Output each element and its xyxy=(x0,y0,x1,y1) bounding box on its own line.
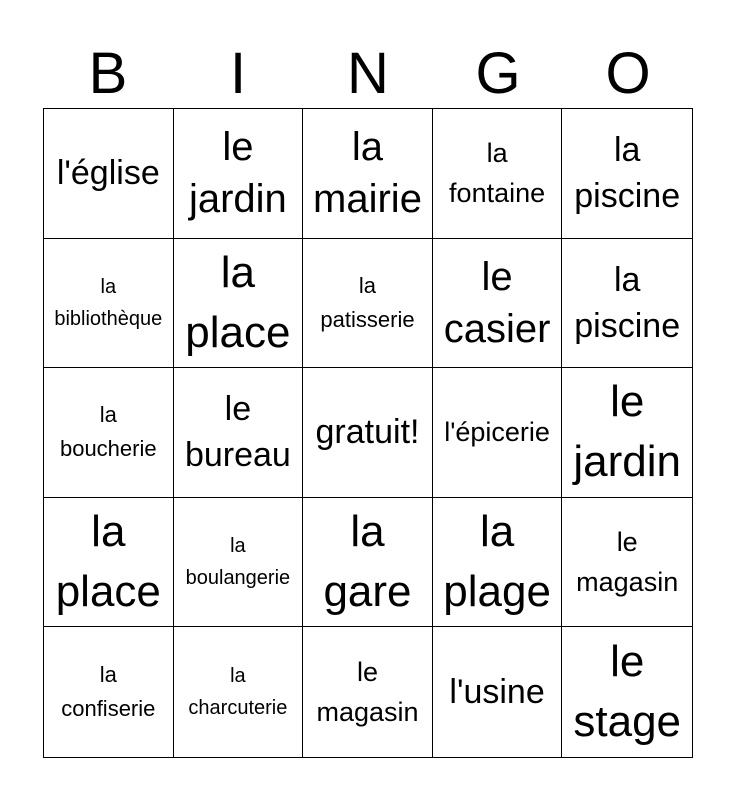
header-letter-g: G xyxy=(475,41,521,106)
cell-label: la boucherie xyxy=(59,402,157,462)
cell-label: le magasin xyxy=(576,527,679,598)
cell-label: la mairie xyxy=(313,125,422,222)
bingo-cell[interactable] xyxy=(562,239,692,369)
cell-label: le bureau xyxy=(184,390,291,475)
bingo-cell[interactable] xyxy=(433,627,563,757)
cell-label: la fontaine xyxy=(449,138,546,209)
cell-label: la place xyxy=(55,507,161,617)
cell-label: la confiserie xyxy=(61,662,156,722)
header-letter-b: B xyxy=(88,41,128,106)
cell-label: la piscine xyxy=(574,131,681,216)
cell-label: la charcuterie xyxy=(188,665,288,720)
bingo-cell[interactable] xyxy=(303,627,433,757)
bingo-cell[interactable] xyxy=(562,109,692,239)
bingo-cell[interactable] xyxy=(433,109,563,239)
bingo-cell[interactable] xyxy=(174,627,304,757)
cell-label: le casier xyxy=(443,254,551,351)
bingo-cell[interactable] xyxy=(562,498,692,628)
bingo-cell[interactable] xyxy=(303,498,433,628)
cell-label: le stage xyxy=(573,637,682,747)
cell-label: l'usine xyxy=(449,673,545,712)
free-space-cell[interactable] xyxy=(303,368,433,498)
bingo-cell[interactable] xyxy=(174,109,304,239)
cell-label: la piscine xyxy=(574,260,681,345)
bingo-header xyxy=(43,40,693,108)
bingo-cell[interactable] xyxy=(562,627,692,757)
cell-label: le magasin xyxy=(316,657,419,728)
free-space-label: gratuit! xyxy=(315,413,420,452)
bingo-cell[interactable] xyxy=(562,368,692,498)
bingo-cell[interactable] xyxy=(44,368,174,498)
bingo-cell[interactable] xyxy=(433,498,563,628)
cell-label: la bibliothèque xyxy=(54,275,163,330)
cell-label: le jardin xyxy=(188,125,287,222)
header-letter-n: N xyxy=(347,41,389,106)
cell-label: l'église xyxy=(56,154,160,193)
header-letter-i: I xyxy=(229,41,247,106)
cell-label: la place xyxy=(185,247,291,357)
bingo-cell[interactable] xyxy=(44,239,174,369)
cell-label: la boulangerie xyxy=(185,535,291,590)
cell-label: la gare xyxy=(323,507,412,617)
bingo-cell[interactable] xyxy=(433,239,563,369)
bingo-cell[interactable] xyxy=(174,498,304,628)
cell-label: l'épicerie xyxy=(444,417,550,448)
cell-label: la plage xyxy=(443,507,551,617)
bingo-board xyxy=(43,108,693,758)
bingo-cell[interactable] xyxy=(44,627,174,757)
bingo-cell[interactable] xyxy=(303,239,433,369)
bingo-cell[interactable] xyxy=(174,368,304,498)
bingo-cell[interactable] xyxy=(44,109,174,239)
cell-label: le jardin xyxy=(573,377,681,487)
bingo-cell[interactable] xyxy=(303,109,433,239)
header-letter-o: O xyxy=(605,41,651,106)
bingo-cell[interactable] xyxy=(44,498,174,628)
bingo-cell[interactable] xyxy=(174,239,304,369)
bingo-cell[interactable] xyxy=(433,368,563,498)
cell-label: la patisserie xyxy=(320,272,415,332)
